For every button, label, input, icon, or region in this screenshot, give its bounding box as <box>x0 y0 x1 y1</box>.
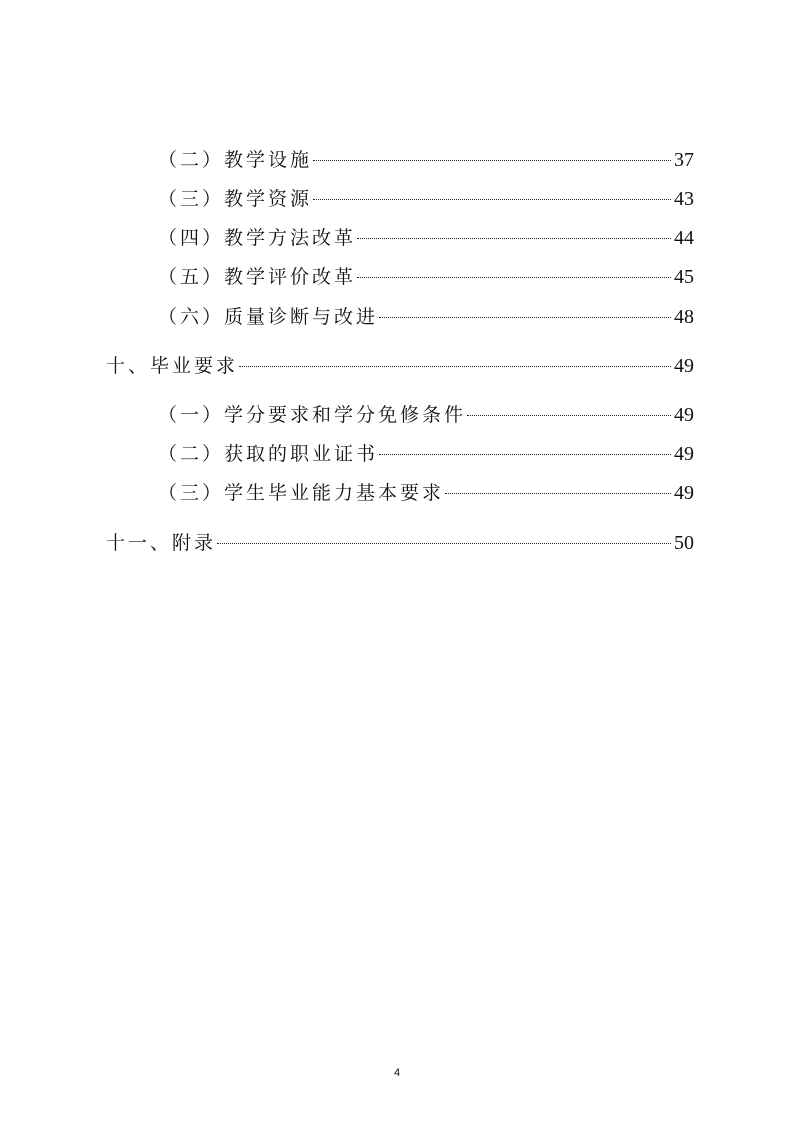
toc-entry-page: 45 <box>674 266 694 288</box>
toc-entry-title: （四）教学方法改革 <box>158 227 357 249</box>
toc-entry-title: （二）教学设施 <box>158 149 313 171</box>
toc-entry-teaching-facilities[interactable] <box>158 146 694 174</box>
toc-entry-page: 49 <box>674 355 694 377</box>
toc-entry-title: （一）学分要求和学分免修条件 <box>158 404 467 426</box>
toc-entry-page: 49 <box>674 443 694 465</box>
toc-dot-leader <box>357 238 671 239</box>
toc-entry-graduate-abilities[interactable] <box>158 479 694 507</box>
toc-entry-page: 50 <box>674 532 694 554</box>
toc-dot-leader <box>217 543 671 544</box>
toc-entry-quality-diagnosis[interactable] <box>158 303 694 331</box>
toc-entry-page: 43 <box>674 188 694 210</box>
toc-entry-graduation-requirements[interactable] <box>106 352 694 380</box>
toc-entry-page: 44 <box>674 227 694 249</box>
toc-dot-leader <box>445 493 671 494</box>
page-number: 4 <box>393 1067 401 1079</box>
toc-dot-leader <box>379 454 671 455</box>
toc-entry-vocational-certificates[interactable] <box>158 440 694 468</box>
toc-dot-leader <box>357 277 671 278</box>
toc-entry-credit-requirements[interactable] <box>158 401 694 429</box>
toc-dot-leader <box>313 199 671 200</box>
toc-entry-page: 49 <box>674 404 694 426</box>
toc-dot-leader <box>379 317 671 318</box>
toc-entry-teaching-resources[interactable] <box>158 185 694 213</box>
toc-dot-leader <box>239 366 671 367</box>
toc-entry-appendix[interactable] <box>106 529 694 557</box>
toc-dot-leader <box>313 160 671 161</box>
toc-entry-title: （三）学生毕业能力基本要求 <box>158 482 445 504</box>
toc-entry-teaching-evaluation-reform[interactable] <box>158 263 694 291</box>
toc-entry-title: 十一、附录 <box>106 532 217 554</box>
toc-entry-title: （五）教学评价改革 <box>158 266 357 288</box>
toc-entry-title: （二）获取的职业证书 <box>158 443 379 465</box>
toc-entry-page: 49 <box>674 482 694 504</box>
toc-entry-title: 十、毕业要求 <box>106 355 239 377</box>
toc-dot-leader <box>467 415 671 416</box>
toc-entry-teaching-method-reform[interactable] <box>158 224 694 252</box>
toc-entry-page: 37 <box>674 149 694 171</box>
toc-entry-title: （六）质量诊断与改进 <box>158 306 379 328</box>
toc-entry-title: （三）教学资源 <box>158 188 313 210</box>
toc-entry-page: 48 <box>674 306 694 328</box>
